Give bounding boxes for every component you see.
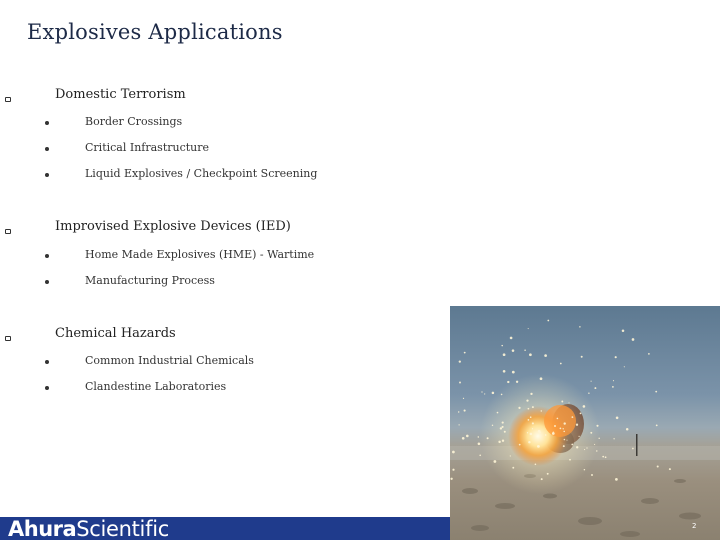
- spark: [567, 440, 568, 441]
- spark: [510, 455, 511, 456]
- section-bullet-icon: [5, 336, 11, 341]
- spark: [584, 449, 585, 450]
- spark: [590, 432, 592, 434]
- spark: [463, 398, 464, 399]
- spark: [459, 360, 461, 362]
- spark: [596, 425, 598, 427]
- spark: [547, 320, 549, 322]
- spark: [452, 469, 454, 471]
- spark: [596, 450, 597, 451]
- spark: [528, 328, 529, 329]
- spark: [544, 354, 547, 357]
- list-item: Critical Infrastructure: [85, 141, 210, 154]
- spark: [563, 431, 565, 433]
- spark: [528, 419, 530, 421]
- spark: [459, 382, 461, 384]
- spark: [613, 438, 614, 439]
- spark: [564, 422, 566, 424]
- spark: [591, 381, 592, 382]
- spark: [478, 436, 479, 437]
- spark: [648, 353, 650, 355]
- spark: [510, 337, 513, 340]
- slide-title: Explosives Applications: [27, 20, 283, 44]
- spark: [541, 478, 543, 480]
- sub-bullet-icon: [45, 173, 49, 177]
- spark: [503, 353, 506, 356]
- spark: [503, 370, 506, 373]
- spark: [501, 394, 503, 396]
- spark: [655, 391, 657, 393]
- spark: [484, 393, 485, 394]
- list-item: Clandestine Laboratories: [85, 380, 227, 393]
- spark: [572, 416, 574, 418]
- spark: [576, 424, 578, 426]
- spark: [537, 445, 540, 448]
- spark: [569, 402, 570, 403]
- spark: [579, 326, 580, 327]
- spark: [518, 407, 520, 409]
- spark: [450, 478, 452, 480]
- spark: [580, 413, 582, 415]
- logo-part-ahura: Ahura: [8, 517, 77, 541]
- spark: [624, 366, 625, 367]
- spark: [613, 380, 614, 381]
- spark: [564, 439, 566, 441]
- spark: [504, 431, 506, 433]
- spark: [532, 406, 534, 408]
- spark: [462, 437, 465, 440]
- spark: [478, 443, 481, 446]
- explosion-illustration: [450, 306, 720, 540]
- spark: [586, 447, 587, 448]
- spark: [594, 387, 596, 389]
- spark: [669, 468, 671, 470]
- spark: [535, 464, 537, 466]
- list-item: Liquid Explosives / Checkpoint Screening: [85, 167, 318, 180]
- section-label: Domestic Terrorism: [55, 87, 186, 102]
- spark: [528, 408, 530, 410]
- spark: [464, 352, 466, 354]
- spark: [615, 478, 618, 481]
- spark: [452, 451, 455, 454]
- spark: [464, 410, 466, 412]
- section-bullet-icon: [5, 229, 11, 234]
- spark: [571, 444, 573, 446]
- spark: [492, 425, 493, 426]
- spark: [616, 417, 619, 420]
- spark: [494, 460, 497, 463]
- spark: [612, 386, 614, 388]
- spark: [519, 444, 521, 446]
- spark: [615, 356, 617, 358]
- spark: [583, 405, 586, 408]
- spark: [487, 437, 489, 439]
- spark: [530, 433, 533, 436]
- spark: [578, 436, 579, 437]
- spark: [656, 424, 658, 426]
- spark: [507, 381, 509, 383]
- sub-bullet-icon: [45, 147, 49, 151]
- list-item: Common Industrial Chemicals: [85, 354, 254, 367]
- spark: [459, 424, 460, 425]
- spark: [502, 426, 504, 428]
- sub-bullet-icon: [45, 280, 49, 284]
- page-number: 2: [692, 522, 697, 530]
- list-item: Border Crossings: [85, 115, 183, 128]
- spark: [553, 432, 554, 433]
- spark: [560, 363, 562, 365]
- spark: [527, 432, 528, 433]
- company-logo: [8, 517, 169, 540]
- spark: [622, 330, 625, 333]
- spark: [560, 428, 562, 430]
- spark: [458, 411, 459, 412]
- section-label: Improvised Explosive Devices (IED): [55, 219, 291, 234]
- spark: [561, 401, 563, 403]
- spark: [541, 410, 542, 411]
- section-label: Chemical Hazards: [55, 326, 176, 341]
- spark: [512, 349, 515, 352]
- logo-part-scientific: Scientific: [76, 517, 169, 541]
- spark: [591, 474, 593, 476]
- spark: [554, 425, 556, 427]
- spark: [492, 392, 495, 395]
- spark: [528, 441, 530, 443]
- spark: [529, 353, 532, 356]
- spark: [563, 445, 565, 447]
- spark: [581, 356, 583, 358]
- explosion-photo: [450, 306, 720, 540]
- sub-bullet-icon: [45, 121, 49, 125]
- spark: [545, 434, 547, 436]
- spark: [547, 473, 549, 475]
- spark: [557, 418, 559, 420]
- spark: [569, 459, 571, 461]
- section-bullet-icon: [5, 97, 11, 102]
- spark: [563, 428, 564, 429]
- spark: [466, 435, 469, 438]
- spark: [588, 392, 589, 393]
- spark: [538, 430, 541, 433]
- spark: [512, 467, 514, 469]
- spark: [584, 469, 585, 470]
- spark: [481, 391, 482, 392]
- spark: [502, 440, 504, 442]
- spark: [657, 465, 659, 467]
- sub-bullet-icon: [45, 386, 49, 390]
- spark: [500, 427, 502, 429]
- spark: [502, 422, 504, 424]
- spark: [526, 399, 528, 401]
- spark: [524, 350, 525, 351]
- spark: [576, 446, 578, 448]
- spark: [530, 416, 532, 418]
- spark: [540, 377, 543, 380]
- spark: [532, 422, 534, 424]
- sub-bullet-icon: [45, 360, 49, 364]
- spark: [602, 456, 604, 458]
- list-item: Home Made Explosives (HME) - Wartime: [85, 248, 315, 261]
- spark: [532, 428, 533, 429]
- spark: [498, 441, 500, 443]
- spark: [632, 338, 635, 341]
- spark: [512, 371, 515, 374]
- spark: [626, 428, 629, 431]
- list-item: Manufacturing Process: [85, 274, 215, 287]
- footer-bar: [0, 517, 450, 540]
- spark: [598, 438, 599, 439]
- spark: [632, 448, 634, 450]
- spark: [594, 444, 595, 445]
- sub-bullet-icon: [45, 254, 49, 258]
- spark: [497, 412, 499, 414]
- spark: [501, 345, 502, 346]
- spark: [605, 456, 607, 458]
- spark: [479, 455, 481, 457]
- spark: [530, 393, 532, 395]
- spark: [516, 381, 518, 383]
